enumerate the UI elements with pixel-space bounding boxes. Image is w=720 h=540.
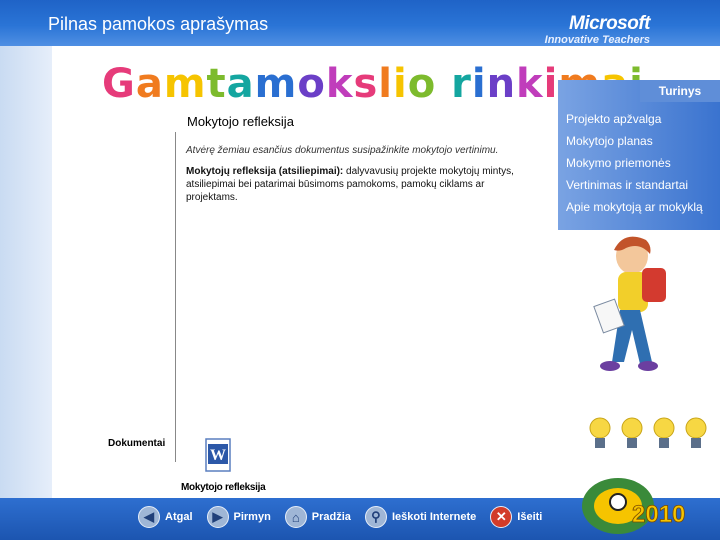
footer-navigation bbox=[138, 506, 550, 528]
light-bulb-icon bbox=[622, 418, 642, 448]
reflection-label: Mokytojų refleksija (atsiliepimai): bbox=[186, 166, 344, 177]
title-letter: o bbox=[407, 61, 437, 107]
toc-item-assessment-standards[interactable]: Vertinimas ir standartai bbox=[566, 178, 689, 192]
year-badge bbox=[578, 466, 720, 540]
forward-button[interactable] bbox=[207, 506, 271, 528]
back-button[interactable] bbox=[138, 506, 193, 528]
light-bulb-icon bbox=[654, 418, 674, 448]
svg-text:W: W bbox=[210, 447, 226, 464]
title-letter: m bbox=[163, 61, 207, 107]
content-panel bbox=[52, 46, 557, 476]
title-letter: a bbox=[226, 61, 255, 107]
title-letter bbox=[436, 64, 451, 104]
search-internet-button[interactable] bbox=[365, 506, 476, 528]
toc-item-teacher-plan[interactable]: Mokytojo planas bbox=[566, 134, 653, 148]
year-text: 2010 bbox=[632, 501, 686, 528]
title-letter: k bbox=[325, 61, 354, 107]
left-side-bar bbox=[0, 0, 52, 540]
documents-label: Dokumentai bbox=[108, 438, 166, 449]
exit-button[interactable] bbox=[490, 506, 542, 528]
search-icon: ⚲ bbox=[365, 506, 387, 528]
reflection-text: dalyvavusių projekte mokytojų mintys, atsiliepimai bei patarimai būsimoms pamokoms, pamokų ciklams ar projektams. bbox=[186, 166, 514, 203]
back-label: Atgal bbox=[165, 511, 193, 523]
toc-item-teaching-materials[interactable]: Mokymo priemonės bbox=[566, 156, 671, 170]
title-letter: i bbox=[392, 61, 408, 107]
reflection-description bbox=[186, 165, 531, 204]
home-icon: ⌂ bbox=[285, 506, 307, 528]
search-label: Ieškoti Internete bbox=[391, 511, 477, 523]
page-title: Pilnas pamokos aprašymas bbox=[48, 14, 269, 34]
light-bulb-icon bbox=[590, 418, 610, 448]
toc-item-about-teacher[interactable]: Apie mokytoją ar mokyklą bbox=[566, 200, 703, 214]
instruction-text: Atvėrę žemiau esančius dokumentus susipažinkite mokytojo vertinimu. bbox=[186, 145, 499, 156]
title-letter: r bbox=[451, 61, 472, 107]
close-icon: ✕ bbox=[490, 506, 512, 528]
home-button[interactable] bbox=[285, 506, 351, 528]
toc-item-project-overview[interactable]: Projekto apžvalga bbox=[566, 112, 662, 126]
forward-label: Pirmyn bbox=[233, 511, 271, 523]
microsoft-logo-subtitle: Innovative Teachers bbox=[544, 34, 650, 46]
student-illustration bbox=[580, 232, 690, 412]
title-letter: i bbox=[543, 61, 559, 107]
toc-list bbox=[560, 108, 720, 218]
title-letter: s bbox=[353, 61, 379, 107]
header-bar bbox=[0, 0, 720, 46]
title-letter: o bbox=[297, 61, 326, 107]
light-bulbs-decoration bbox=[586, 414, 712, 454]
title-letter: i bbox=[471, 61, 487, 107]
title-letter: m bbox=[254, 61, 298, 107]
microsoft-logo bbox=[545, 14, 650, 46]
light-bulb-icon bbox=[686, 418, 706, 448]
title-letter: n bbox=[486, 61, 517, 107]
exit-label: Išeiti bbox=[517, 511, 543, 523]
toc-tab[interactable]: Turinys bbox=[640, 80, 720, 102]
microsoft-logo-word: Microsoft bbox=[569, 13, 650, 34]
word-document-icon[interactable] bbox=[205, 438, 231, 472]
divider-line bbox=[175, 132, 176, 462]
arrow-left-icon: ◀ bbox=[138, 506, 160, 528]
arrow-right-icon: ▶ bbox=[207, 506, 229, 528]
title-letter: a bbox=[135, 61, 164, 107]
title-letter: l bbox=[378, 61, 393, 107]
section-title: Mokytojo refleksija bbox=[187, 114, 294, 129]
title-letter: G bbox=[102, 61, 136, 107]
document-link-caption[interactable]: Mokytojo refleksija bbox=[181, 482, 266, 493]
home-label: Pradžia bbox=[311, 511, 351, 523]
title-letter: k bbox=[516, 61, 544, 107]
title-letter: t bbox=[206, 61, 227, 107]
